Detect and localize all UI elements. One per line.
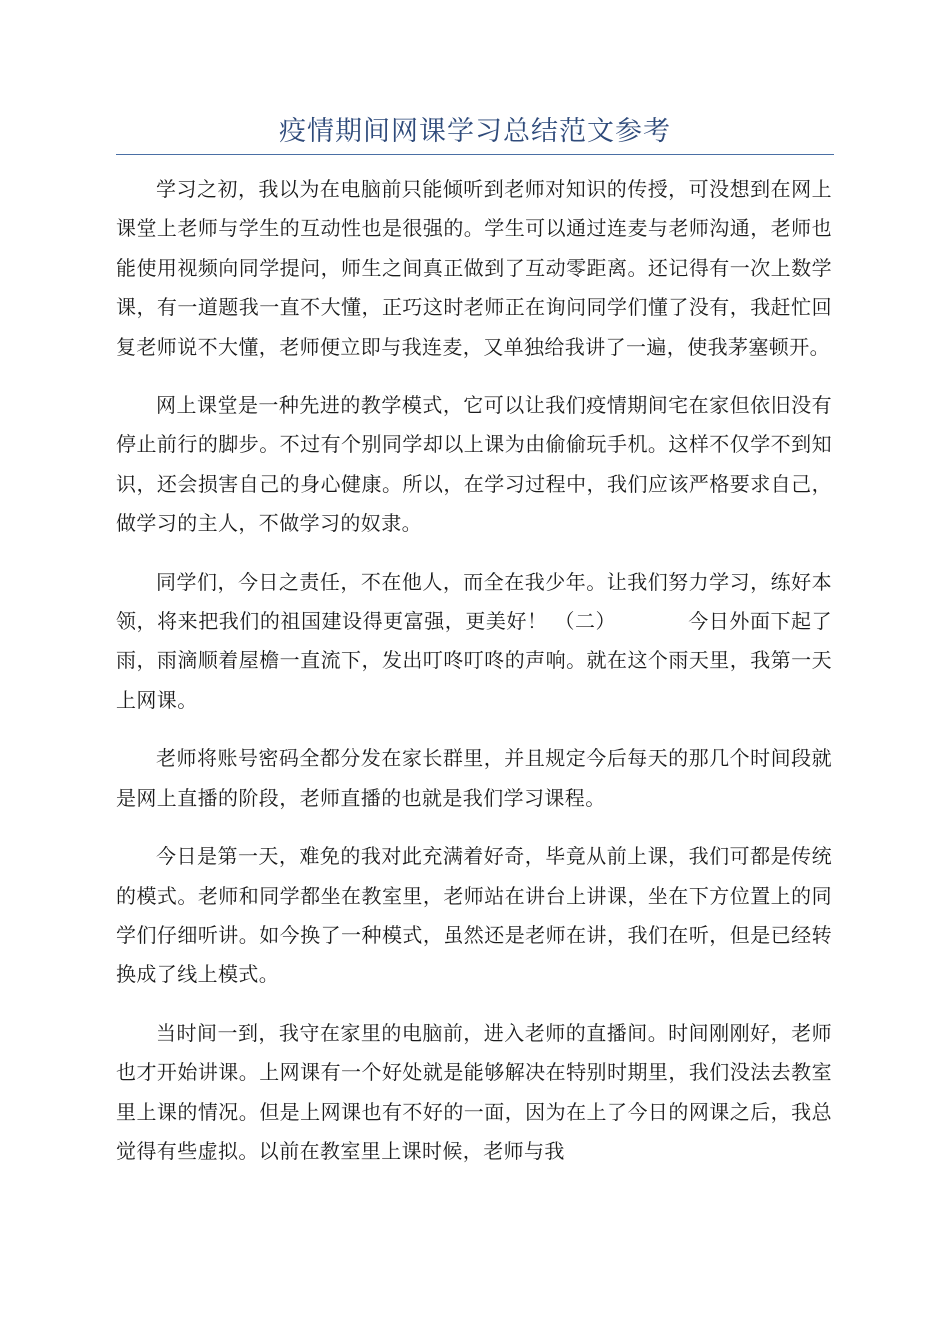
paragraph-1: 学习之初，我以为在电脑前只能倾听到老师对知识的传授，可没想到在网上课堂上老师与学生的互动性也是很强的。学生可以通过连麦与老师沟通，老师也能使用视频向同学提问，师生之间真正做到了互动零距离。还记得有一次上数学课，有一道题我一直不大懂，正巧这时老师正在询问同学们懂了没有，我赶忙回复老师说不大懂，老师便立即与我连麦，又单独给我讲了一遍，使我茅塞顿开。 (116, 177, 832, 359)
document-body (116, 170, 832, 1190)
paragraph-3: 同学们，今日之责任，不在他人，而全在我少年。让我们努力学习，练好本领，将来把我们的祖国建设得更富强，更美好！ （二） 今日外面下起了雨，雨滴顺着屋檐一直流下，发出叮咚叮咚的声响。就在这个雨天里，我第一天上网课。 (116, 569, 832, 712)
paragraph-6: 当时间一到，我守在家里的电脑前，进入老师的直播间。时间刚刚好，老师也才开始讲课。上网课有一个好处就是能够解决在特别时期里，我们没法去教室里上课的情况。但是上网课也有不好的一面，因为在上了今日的网课之后，我总觉得有些虚拟。以前在教室里上课时候，老师与我 (116, 1020, 832, 1163)
document-title: 疫情期间网课学习总结范文参考 (279, 116, 671, 147)
title-underline (116, 154, 834, 155)
paragraph-2: 网上课堂是一种先进的教学模式，它可以让我们疫情期间宅在家但依旧没有停止前行的脚步。不过有个别同学却以上课为由偷偷玩手机。这样不仅学不到知识，还会损害自己的身心健康。所以，在学习过程中，我们应该严格要求自己，做学习的主人，不做学习的奴隶。 (116, 393, 832, 536)
paragraph-5: 今日是第一天，难免的我对此充满着好奇，毕竟从前上课，我们可都是传统的模式。老师和同学都坐在教室里，老师站在讲台上讲课，坐在下方位置上的同学们仔细听讲。如今换了一种模式，虽然还是老师在讲，我们在听，但是已经转换成了线上模式。 (116, 844, 832, 987)
paragraph-4: 老师将账号密码全都分发在家长群里，并且规定今后每天的那几个时间段就是网上直播的阶段，老师直播的也就是我们学习课程。 (116, 746, 832, 810)
